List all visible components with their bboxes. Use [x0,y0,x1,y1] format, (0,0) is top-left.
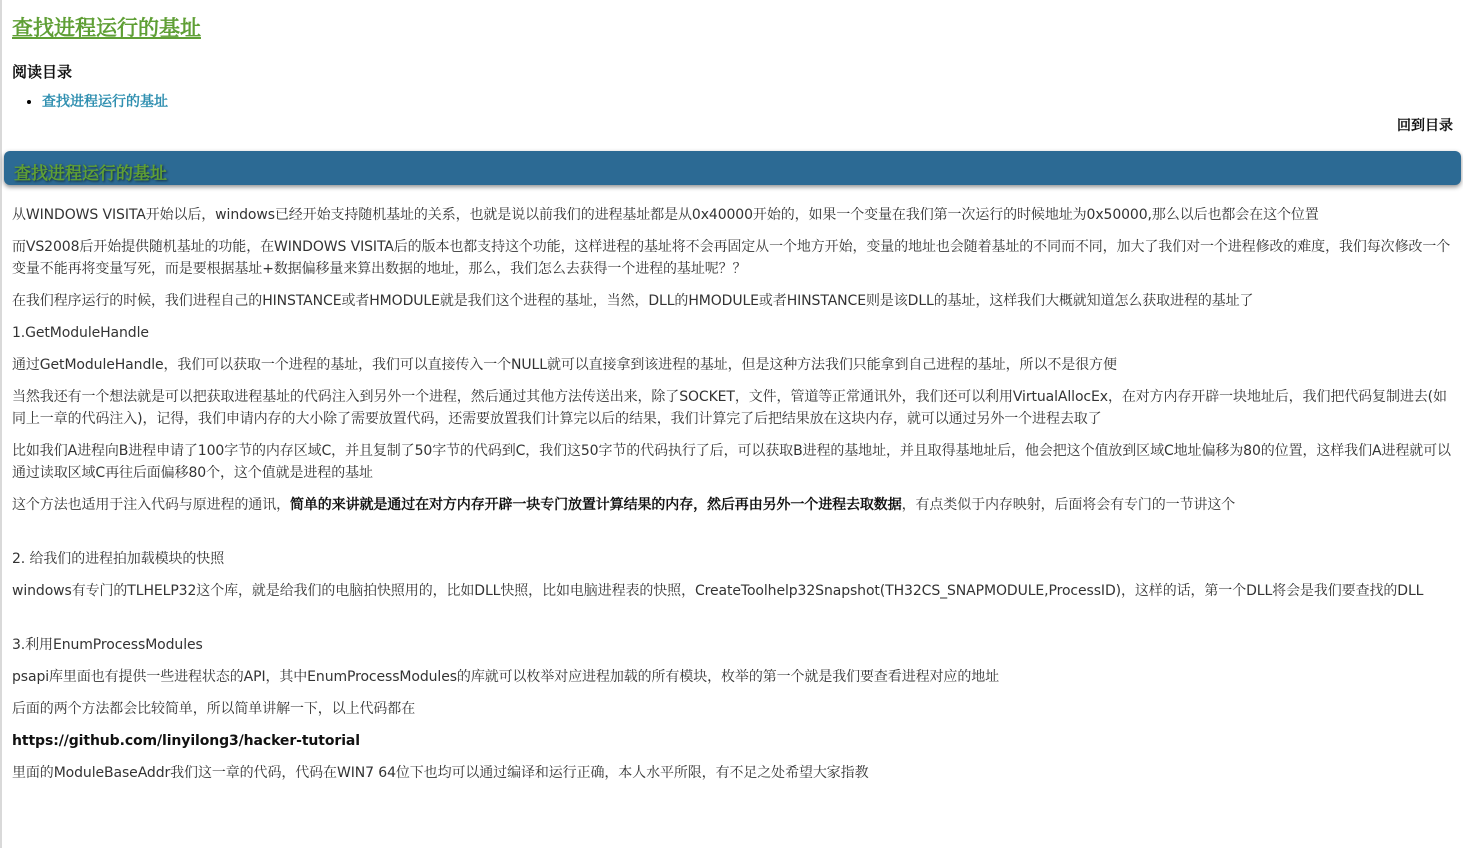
article [2,0,1463,784]
paragraph: psapi库里面也有提供一些进程状态的API，其中EnumProcessModules的库就可以枚举对应进程加载的所有模块，枚举的第一个就是我们要查看进程对应的地址 [12,669,1000,685]
text: ，有点类似于内存映射，后面将会有专门的一节讲这个 [901,497,1236,513]
method-heading: 3.利用EnumProcessModules [12,637,203,653]
back-to-toc-link[interactable] [12,116,1453,136]
paragraph: 通过GetModuleHandle，我们可以获取一个进程的基址，我们可以直接传入一个NULL就可以直接拿到该进程的基址，但是这种方法我们只能拿到自己进程的基址，所以不是很方便 [12,357,1117,373]
paragraph: 从WINDOWS VISITA开始以后，windows已经开始支持随机基址的关系，也就是说以前我们的进程基址都是从0x40000开始的，如果一个变量在我们第一次运行的时候地址为0x50000,那么以后也都会在这个位置 [12,207,1319,223]
paragraph: 而VS2008后开始提供随机基址的功能，在WINDOWS VISITA后的版本也都支持这个功能，这样进程的基址将不会再固定从一个地方开始，变量的地址也会随着基址的不同而不同，加大了我们对一个进程修改的难度，我们每次修改一个变量不能再将变量写死，而是要根据基址+数据偏移量来算出数据的地址，那么，我们怎么去获得一个进程的基址呢？？ [12,239,1451,277]
paragraph: 当然我还有一个想法就是可以把获取进程基址的代码注入到另外一个进程，然后通过其他方法传送出来，除了SOCKET，文件，管道等正常通讯外，我们还可以利用VirtualAllocEx，在对方内存开辟一块地址后，我们把代码复制进去(如同上一章的代码注入)，记得，我们申请内存的大小除了需要放置代码，还需要放置我们计算完以后的结果，我们计算完了后把结果放在这块内存，就可以通过另外一个进程去取了 [12,389,1447,427]
article-body [12,204,1453,784]
bold-summary: 简单的来讲就是通过在对方内存开辟一块专门放置计算结果的内存，然后再由另外一个进程去取数据 [290,497,902,513]
post-title-link[interactable]: 查找进程运行的基址 [12,16,201,40]
back-to-toc-label[interactable]: 回到目录 [1397,118,1453,134]
paragraph: windows有专门的TLHELP32这个库，就是给我们的电脑拍快照用的，比如DLL快照，比如电脑进程表的快照，CreateToolhelp32Snapshot(TH32CS_SNAPMODULE,ProcessID)，这样的话，第一个DLL将会是我们要查找的DLL [12,583,1424,599]
paragraph: 后面的两个方法都会比较简单，所以简单讲解一下，以上代码都在 [12,701,416,717]
text: 这个方法也适用于注入代码与原进程的通讯， [12,497,290,513]
section-header: 查找进程运行的基址 [4,151,1461,185]
paragraph: 比如我们A进程向B进程申请了100字节的内存区域C，并且复制了50字节的代码到C，我们这50字节的代码执行了后，可以获取B进程的基地址，并且取得基地址后，他会把这个值放到区域C地址偏移为80的位置，这样我们A进程就可以通过读取区域C再往后面偏移80个，这个值就是进程的基址 [12,443,1451,481]
toc-link-base-address[interactable]: 查找进程运行的基址 [42,94,168,110]
github-link[interactable]: https://github.com/linyilong3/hacker-tutorial [12,733,360,749]
method-heading: 2. 给我们的进程拍加载模块的快照 [12,551,225,567]
paragraph: 在我们程序运行的时候，我们进程自己的HINSTANCE或者HMODULE就是我们这个进程的基址，当然，DLL的HMODULE或者HINSTANCE则是该DLL的基址，这样我们大概就知道怎么获取进程的基址了 [12,293,1254,309]
paragraph: 里面的ModuleBaseAddr我们这一章的代码，代码在WIN7 64位下也均可以通过编译和运行正确，本人水平所限，有不足之处希望大家指教 [12,765,869,781]
toc-list [12,92,1453,112]
paragraph [12,494,1453,516]
toc-heading: 阅读目录 [12,63,73,81]
method-heading: 1.GetModuleHandle [12,325,149,341]
toc-item [42,92,1453,112]
